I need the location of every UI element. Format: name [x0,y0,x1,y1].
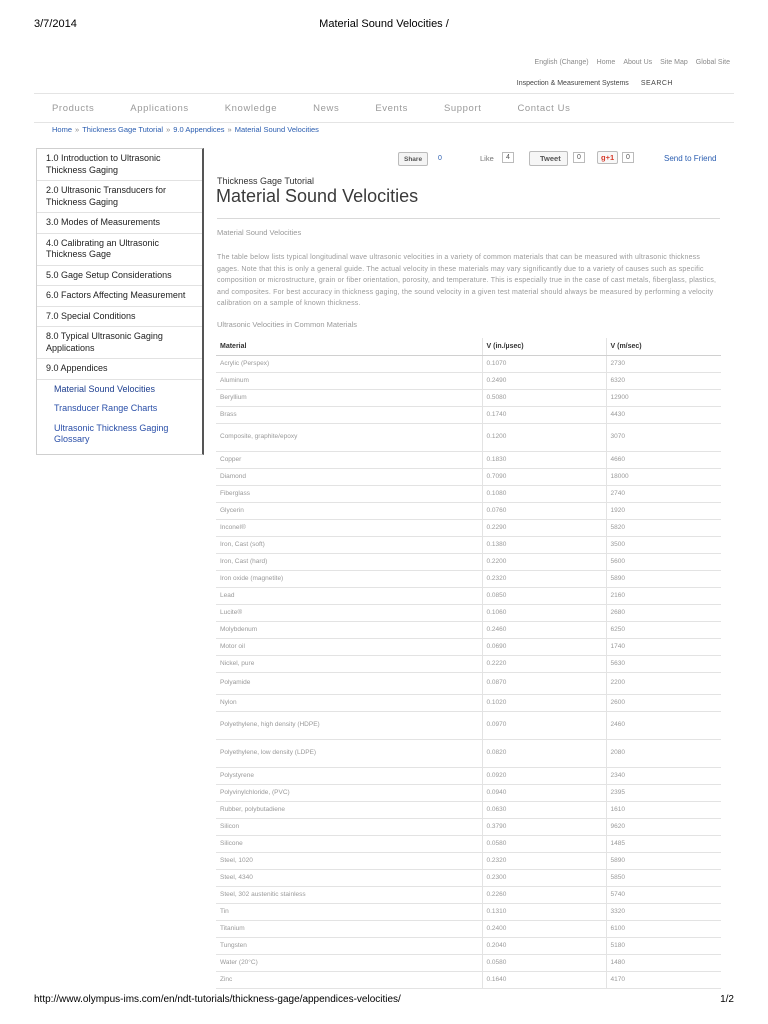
table-row [216,502,721,519]
velocity-meter-cell: 18000 [606,468,721,485]
velocity-meter-cell: 5890 [606,570,721,587]
velocity-meter-cell: 6320 [606,372,721,389]
velocity-inch-cell: 0.0920 [482,767,606,784]
velocity-inch-cell: 0.7090 [482,468,606,485]
velocity-inch-cell: 0.1380 [482,536,606,553]
sidebar-item-factors[interactable]: 6.0 Factors Affecting Measurement [37,286,202,307]
sidebar-item-transducers[interactable]: 2.0 Ultrasonic Transducers for Thickness Gaging [37,181,202,213]
velocity-meter-cell: 2080 [606,739,721,767]
material-cell: Polystyrene [216,767,482,784]
velocity-inch-cell: 0.0870 [482,672,606,694]
material-cell: Water (20°C) [216,954,482,971]
column-header-meters: V (m/sec) [606,338,721,355]
material-cell: Iron, Cast (hard) [216,553,482,570]
velocity-meter-cell: 5630 [606,655,721,672]
material-cell: Steel, 302 austenitic stainless [216,886,482,903]
table-row [216,451,721,468]
nav-events[interactable]: Events [375,102,408,114]
sidebar-subitem-material-velocities[interactable]: Material Sound Velocities [54,383,156,394]
table-row [216,604,721,621]
velocity-inch-cell: 0.2290 [482,519,606,536]
table-row [216,621,721,638]
social-bar [398,152,728,168]
like-count: 4 [502,152,514,163]
breadcrumb-tutorial[interactable]: Thickness Gage Tutorial [82,125,164,134]
velocity-inch-cell: 0.0940 [482,784,606,801]
velocity-meter-cell: 3320 [606,903,721,920]
like-label[interactable]: Like [480,154,494,163]
share-button[interactable]: Share [398,152,428,166]
velocity-meter-cell: 2395 [606,784,721,801]
material-cell: Steel, 4340 [216,869,482,886]
breadcrumb-appendices[interactable]: 9.0 Appendices [173,125,225,134]
velocity-inch-cell: 0.5080 [482,389,606,406]
velocity-meter-cell: 1920 [606,502,721,519]
table-row [216,886,721,903]
company-name: Inspection & Measurement Systems [516,80,629,87]
nav-applications[interactable]: Applications [130,102,189,114]
material-cell: Tungsten [216,937,482,954]
about-link[interactable]: About Us [623,59,653,66]
velocity-meter-cell: 2460 [606,711,721,739]
velocity-meter-cell: 5740 [606,886,721,903]
sidebar-item-setup[interactable]: 5.0 Gage Setup Considerations [37,266,202,287]
velocity-inch-cell: 0.1830 [482,451,606,468]
velocity-inch-cell: 0.1640 [482,971,606,988]
intro-paragraph: The table below lists typical longitudinal wave ultrasonic velocities in a variety of common materials that can be measured with ultrasonic thickness gages. Note that this is only a general guide. The actual velocity in these materials may vary significantly due to a variety of causes such as specific composition or microstructure, grain or fiber orientation, porosity, and temperature. This is especially true in the case of cast metals, fiberglass, plastics, and composites. For best accuracy in thickness gaging, the sound velocity in a given test material should always be measured by performing a velocity calibration on a sample of known thickness. [217,254,717,307]
material-cell: Silicone [216,835,482,852]
share-count: 0 [438,155,442,162]
velocity-meter-cell: 5850 [606,869,721,886]
material-cell: Fiberglass [216,485,482,502]
velocity-meter-cell: 1485 [606,835,721,852]
table-row [216,784,721,801]
print-title: Material Sound Velocities / [319,18,449,30]
breadcrumb-separator: » [166,125,171,134]
material-cell: Nylon [216,694,482,711]
sidebar-item-calibrating[interactable]: 4.0 Calibrating an Ultrasonic Thickness Gage [37,234,202,266]
material-cell: Lucite® [216,604,482,621]
velocity-meter-cell: 2160 [606,587,721,604]
velocity-meter-cell: 4660 [606,451,721,468]
velocity-inch-cell: 0.2460 [482,621,606,638]
brand-row [517,80,673,87]
nav-news[interactable]: News [313,102,340,114]
table-row [216,767,721,784]
velocity-inch-cell: 0.2260 [482,886,606,903]
nav-products[interactable]: Products [52,102,95,114]
material-cell: Aluminum [216,372,482,389]
velocity-inch-cell: 0.0820 [482,739,606,767]
velocity-meter-cell: 1610 [606,801,721,818]
title-divider [217,218,720,219]
send-to-friend-link[interactable]: Send to Friend [664,154,717,163]
velocity-meter-cell: 2340 [606,767,721,784]
material-cell: Lead [216,587,482,604]
material-cell: Inconel® [216,519,482,536]
breadcrumb [52,125,319,134]
print-header [0,0,768,40]
material-cell: Polyamide [216,672,482,694]
material-cell: Brass [216,406,482,423]
material-cell: Iron oxide (magnetite) [216,570,482,587]
velocity-inch-cell: 0.2320 [482,852,606,869]
home-link[interactable]: Home [596,59,616,66]
velocity-meter-cell: 6100 [606,920,721,937]
velocity-inch-cell: 0.0580 [482,835,606,852]
table-row [216,519,721,536]
velocity-inch-cell: 0.1200 [482,423,606,451]
material-cell: Nickel, pure [216,655,482,672]
material-cell: Titanium [216,920,482,937]
velocity-inch-cell: 0.0580 [482,954,606,971]
table-row [216,355,721,372]
velocity-meter-cell: 2600 [606,694,721,711]
material-cell: Silicon [216,818,482,835]
velocity-inch-cell: 0.2490 [482,372,606,389]
table-row [216,971,721,988]
velocity-inch-cell: 0.0970 [482,711,606,739]
material-cell: Steel, 1020 [216,852,482,869]
velocity-meter-cell: 4430 [606,406,721,423]
sidebar-item-special-conditions[interactable]: 7.0 Special Conditions [37,307,202,328]
velocity-inch-cell: 0.0760 [482,502,606,519]
velocity-meter-cell: 6250 [606,621,721,638]
table-row [216,406,721,423]
table-row [216,835,721,852]
velocity-meter-cell: 2740 [606,485,721,502]
column-header-inches: V (in./µsec) [482,338,606,355]
nav-knowledge[interactable]: Knowledge [224,102,278,114]
tutorial-sidebar [36,148,204,455]
breadcrumb-current[interactable]: Material Sound Velocities [234,125,319,134]
nav-contact[interactable]: Contact Us [517,102,571,114]
velocity-table [216,338,721,989]
velocity-inch-cell: 0.1310 [482,903,606,920]
velocity-inch-cell: 0.2200 [482,553,606,570]
sidebar-subitem-range-charts[interactable]: Transducer Range Charts [54,403,158,413]
table-row [216,801,721,818]
breadcrumb-separator: » [227,125,232,134]
table-row [216,818,721,835]
table-row [216,920,721,937]
sitemap-link[interactable]: Site Map [660,59,688,66]
google-plus-label: +1 [605,153,615,162]
velocity-inch-cell: 0.2040 [482,937,606,954]
material-cell: Glycerin [216,502,482,519]
google-plus-button[interactable] [597,151,618,164]
table-row [216,536,721,553]
velocity-inch-cell: 0.0630 [482,801,606,818]
velocity-meter-cell: 12900 [606,389,721,406]
print-url: http://www.olympus-ims.com/en/ndt-tutorials/thickness-gage/appendices-velocities/ [34,994,401,1005]
nav-support[interactable]: Support [443,102,482,114]
material-cell: Composite, graphite/epoxy [216,423,482,451]
sidebar-item-introduction[interactable]: 1.0 Introduction to Ultrasonic Thickness Gaging [37,149,202,181]
search-link[interactable]: SEARCH [640,80,673,87]
velocity-meter-cell: 1480 [606,954,721,971]
table-row [216,852,721,869]
velocity-meter-cell: 4170 [606,971,721,988]
language-link[interactable]: English (Change) [534,59,589,66]
table-row [216,711,721,739]
breadcrumb-home[interactable]: Home [52,125,73,134]
velocity-inch-cell: 0.3790 [482,818,606,835]
table-row [216,937,721,954]
velocity-inch-cell: 0.1060 [482,604,606,621]
velocity-inch-cell: 0.2400 [482,920,606,937]
velocity-inch-cell: 0.0850 [482,587,606,604]
google-plus-icon: g [601,153,606,162]
velocity-meter-cell: 2730 [606,355,721,372]
table-row [216,672,721,694]
table-header-row [216,338,721,355]
breadcrumb-separator: » [75,125,80,134]
velocity-meter-cell: 5820 [606,519,721,536]
table-row [216,587,721,604]
tutorial-subhead: Thickness Gage Tutorial [217,176,315,186]
velocity-inch-cell: 0.2220 [482,655,606,672]
table-row [216,372,721,389]
table-row [216,739,721,767]
material-cell: Diamond [216,468,482,485]
table-caption: Ultrasonic Velocities in Common Materials [217,320,358,329]
velocity-meter-cell: 5600 [606,553,721,570]
sidebar-subitem-glossary[interactable]: Ultrasonic Thickness Gaging Glossary [54,422,169,444]
print-date: 3/7/2014 [34,18,77,30]
table-row [216,954,721,971]
velocity-inch-cell: 0.2320 [482,570,606,587]
velocity-inch-cell: 0.1020 [482,694,606,711]
sidebar-item-appendices[interactable]: 9.0 Appendices [37,359,202,380]
material-cell: Motor oil [216,638,482,655]
velocity-inch-cell: 0.1080 [482,485,606,502]
table-row [216,389,721,406]
material-cell: Polyethylene, low density (LDPE) [216,739,482,767]
global-site-link[interactable]: Global Site [695,59,730,66]
material-cell: Zinc [216,971,482,988]
utility-links [535,59,730,66]
table-row [216,903,721,920]
table-row [216,694,721,711]
material-cell: Tin [216,903,482,920]
velocity-meter-cell: 1740 [606,638,721,655]
velocity-inch-cell: 0.1740 [482,406,606,423]
velocity-inch-cell: 0.2300 [482,869,606,886]
velocity-meter-cell: 2680 [606,604,721,621]
material-cell: Polyvinylchloride, (PVC) [216,784,482,801]
tweet-count: 0 [573,152,585,163]
velocity-inch-cell: 0.0690 [482,638,606,655]
tweet-button[interactable]: Tweet [529,151,568,166]
table-row [216,485,721,502]
main-nav [34,93,734,123]
material-cell: Iron, Cast (soft) [216,536,482,553]
material-cell: Acrylic (Perspex) [216,355,482,372]
material-cell: Copper [216,451,482,468]
velocity-meter-cell: 5890 [606,852,721,869]
velocity-meter-cell: 3500 [606,536,721,553]
table-row [216,655,721,672]
table-row [216,423,721,451]
velocity-meter-cell: 3070 [606,423,721,451]
print-page-number: 1/2 [720,994,734,1005]
sidebar-item-applications[interactable]: 8.0 Typical Ultrasonic Gaging Applications [37,327,202,359]
table-row [216,468,721,485]
velocity-meter-cell: 2200 [606,672,721,694]
table-row [216,638,721,655]
material-cell: Molybdenum [216,621,482,638]
sidebar-item-modes[interactable]: 3.0 Modes of Measurements [37,213,202,234]
material-cell: Beryllium [216,389,482,406]
table-row [216,553,721,570]
table-body [216,355,721,988]
velocity-meter-cell: 5180 [606,937,721,954]
material-cell: Rubber, polybutadiene [216,801,482,818]
google-plus-count: 0 [622,152,634,163]
velocity-meter-cell: 9620 [606,818,721,835]
table-row [216,869,721,886]
material-cell: Polyethylene, high density (HDPE) [216,711,482,739]
column-header-material: Material [216,338,482,355]
velocity-inch-cell: 0.1070 [482,355,606,372]
table-row [216,570,721,587]
page-title: Material Sound Velocities [216,186,419,206]
section-heading: Material Sound Velocities [217,228,302,237]
